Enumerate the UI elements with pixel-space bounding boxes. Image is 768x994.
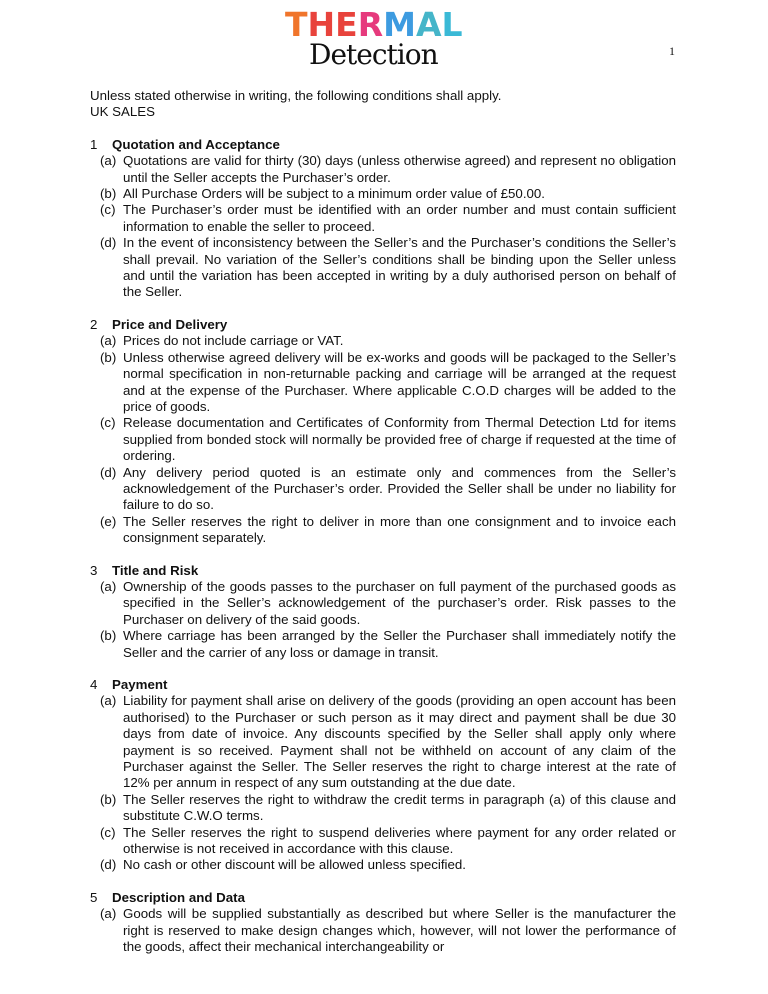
clause [90, 857, 676, 873]
document-body [90, 88, 676, 956]
clause [90, 333, 676, 349]
clause-text: Quotations are valid for thirty (30) days (unless otherwise agreed) and represent no obligation until the Seller accepts the Purchaser’s order. [123, 153, 676, 185]
clause-text: The Seller reserves the right to suspend deliveries where payment for any order related or otherwise is not received in accordance with this clause. [123, 824, 676, 857]
section-number: 5 [90, 889, 98, 905]
logo-letter: T [285, 5, 308, 44]
clause-text: Any delivery period quoted is an estimate only and commences from the Seller’s acknowledgement of the Purchaser’s order. Provided the Seller shall be under no liability for failure to do so. [123, 464, 676, 513]
clause [90, 628, 676, 661]
clause [90, 153, 676, 186]
section [90, 137, 676, 301]
section-title: Payment [112, 677, 168, 692]
clause-text: The Purchaser’s order must be identified with an order number and must contain sufficient information to enable the seller to proceed. [123, 202, 676, 234]
logo-letter: R [357, 5, 384, 44]
section-number: 2 [90, 316, 98, 332]
clause-text: Ownership of the goods passes to the purchaser on full payment of the purchased goods as specified in the Seller’s acknowledgement of the purchaser’s order. Risk passes to the Purchaser on delivery of the said goods. [123, 578, 676, 627]
logo-wordmark-top [285, 5, 463, 44]
clause-label: (b) [100, 628, 117, 644]
clause-text: The Seller reserves the right to withdraw the credit terms in paragraph (a) of this clause and substitute C.W.O terms. [123, 791, 676, 824]
clause-label: (c) [100, 824, 116, 840]
section-heading [90, 890, 676, 906]
page-number: 1 [669, 44, 675, 58]
clause-text: Where carriage has been arranged by the Seller the Purchaser shall immediately notify the Seller and the carrier of any loss or damage in transit. [123, 628, 676, 660]
clause [90, 825, 676, 858]
clause [90, 350, 676, 416]
section [90, 677, 676, 874]
clause-text: No cash or other discount will be allowed unless specified. [123, 857, 466, 873]
sections [90, 137, 676, 956]
intro-line: UK SALES [90, 104, 156, 120]
clause-label: (a) [100, 693, 117, 709]
clause-text: Release documentation and Certificates of Conformity from Thermal Detection Ltd for items supplied from bonded stock will normally be provided free of charge if requested at the time of ordering. [123, 415, 676, 464]
section [90, 890, 676, 956]
company-logo [285, 5, 463, 72]
logo-letter: L [441, 5, 463, 44]
clause-text: Prices do not include carriage or VAT. [123, 333, 344, 349]
clause-label: (c) [100, 415, 116, 431]
clause [90, 906, 676, 955]
clause [90, 186, 676, 202]
section-title: Title and Risk [112, 562, 199, 578]
section-title: Quotation and Acceptance [112, 136, 280, 152]
intro [90, 88, 676, 121]
section-heading [90, 137, 676, 153]
logo-letter: M [383, 5, 416, 44]
clause-label: (b) [100, 349, 117, 365]
logo-letter: H [307, 5, 336, 44]
logo-letter: A [415, 5, 442, 44]
clause-text: Goods will be supplied substantially as described but where Seller is the manufacturer the right is reserved to make design changes which, however, will not lower the performance of the goods, affect their mechanical interchangeability or [123, 906, 676, 955]
clause-text: In the event of inconsistency between the Seller’s and the Purchaser’s conditions the Seller’s shall prevail. No variation of the Seller’s conditions shall be binding upon the Seller unless and until the variation has been accepted in writing by a duly authorised person on behalf of the Seller. [123, 235, 676, 300]
clause [90, 693, 676, 791]
clause-label: (e) [100, 513, 117, 529]
clause-text: The Seller reserves the right to deliver in more than one consignment and to invoice each consignment separately. [123, 513, 676, 546]
logo-letter: E [335, 5, 358, 44]
clause-label: (b) [100, 791, 117, 807]
clause [90, 465, 676, 514]
clause-label: (d) [100, 464, 117, 480]
clause-text: Unless otherwise agreed delivery will be ex-works and goods will be packaged to the Seller’s normal specification in non-returnable packing and carriage will be arranged at the request and at the expense of the Purchaser. Where applicable C.O.D charges will be added to the price of goods. [123, 349, 676, 414]
section-heading [90, 677, 676, 693]
clause-label: (a) [100, 578, 117, 594]
clause-label: (a) [100, 333, 117, 349]
clause [90, 792, 676, 825]
clause [90, 415, 676, 464]
section [90, 317, 676, 547]
clause-label: (c) [100, 202, 116, 218]
clause [90, 202, 676, 235]
clause-text: Liability for payment shall arise on delivery of the goods (providing an open account has been authorised) to the Purchaser or such person as it may direct and payment shall be due 30 days from date of invoice. Any discounts specified by the Seller shall apply only where payment is so received. Payment shall not be withheld on account of any claim of the Purchaser against the Seller. The Seller reserves the right to charge interest at the rate of 12% per annum in respect of any sum outstanding at the due date. [123, 693, 676, 791]
section-title: Price and Delivery [112, 316, 228, 332]
intro-line: Unless stated otherwise in writing, the following conditions shall apply. [90, 88, 502, 103]
section-number: 4 [90, 677, 98, 692]
clause [90, 514, 676, 547]
section-heading [90, 317, 676, 333]
clause-text: All Purchase Orders will be subject to a minimum order value of £50.00. [123, 186, 546, 202]
clause [90, 235, 676, 301]
clause-label: (d) [100, 857, 117, 873]
section-title: Description and Data [112, 889, 245, 905]
clause-label: (b) [100, 186, 117, 202]
clause-label: (d) [100, 235, 117, 251]
logo-wordmark-bottom: Detection [309, 38, 438, 71]
section [90, 563, 676, 661]
clause-label: (a) [100, 906, 117, 922]
clause [90, 579, 676, 628]
section-number: 1 [90, 136, 98, 152]
clause-label: (a) [100, 153, 117, 169]
section-heading [90, 563, 676, 579]
section-number: 3 [90, 562, 98, 578]
